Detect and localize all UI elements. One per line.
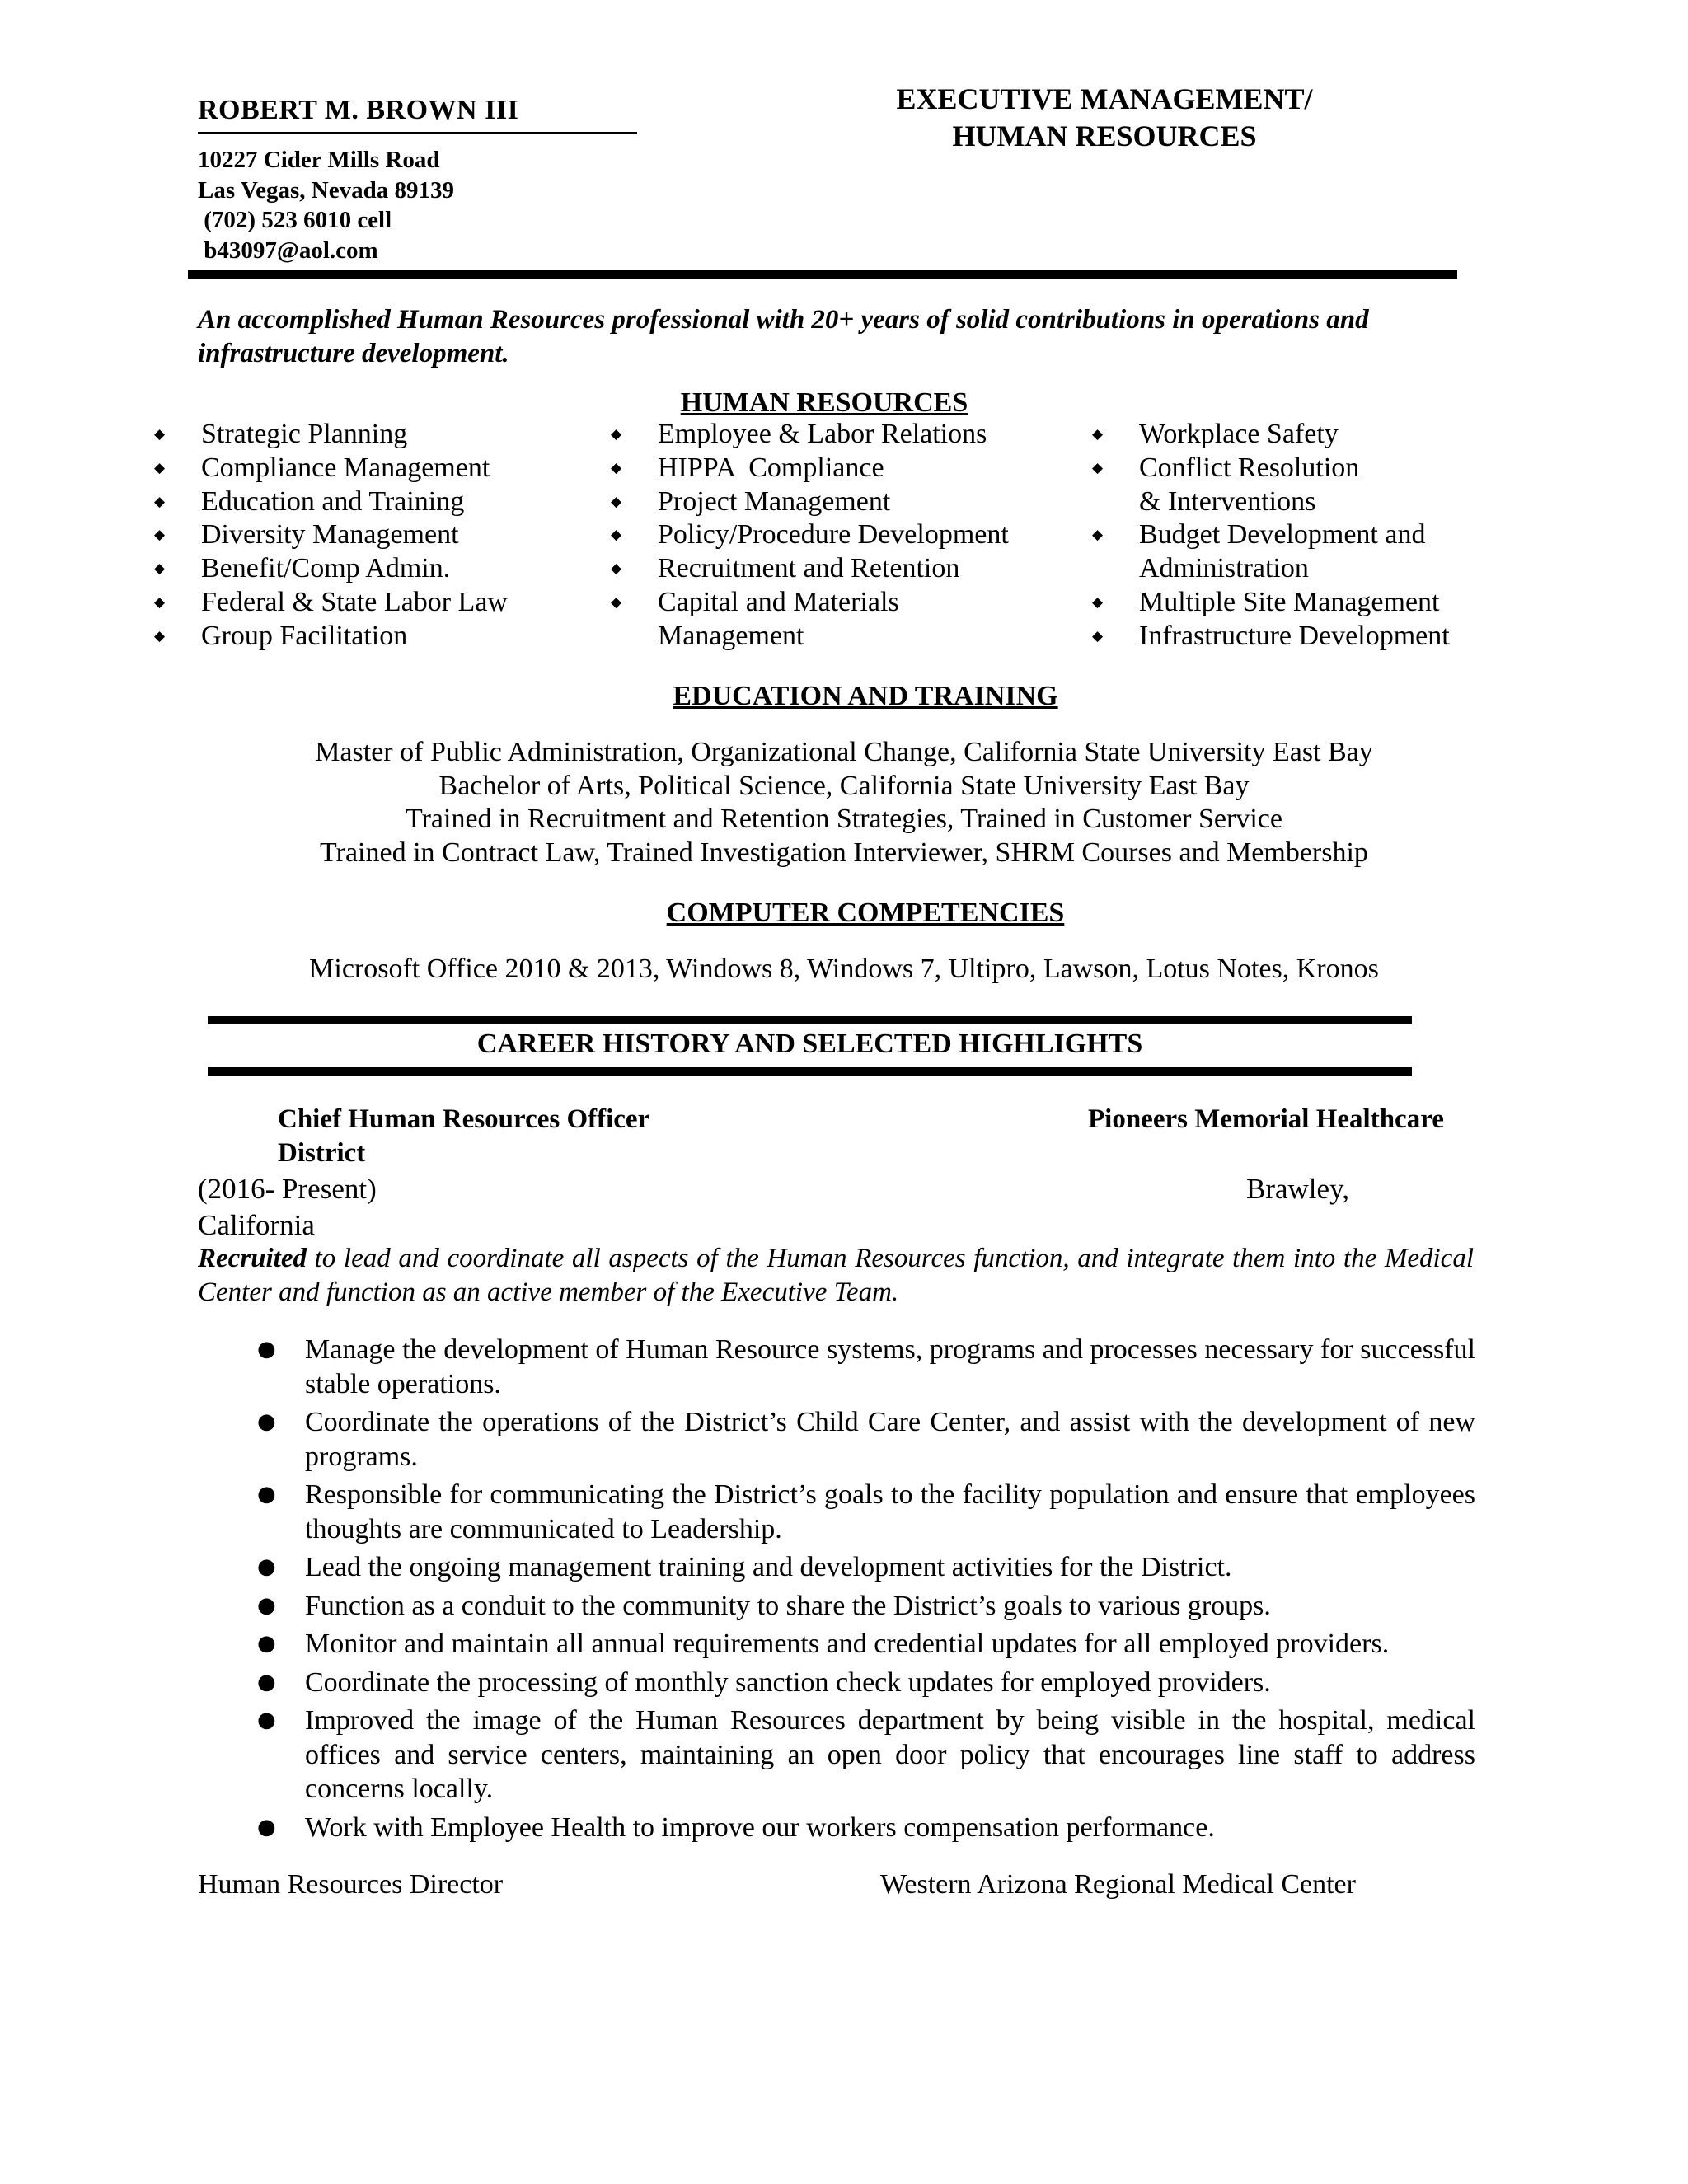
job2-title: Human Resources Director — [198, 1869, 504, 1900]
duty-list — [198, 1333, 1475, 1849]
skill-item: ◆ Education and Training — [154, 485, 583, 519]
duty-item: ● Coordinate the processing of monthly sanction check updates for employed providers. — [198, 1666, 1475, 1700]
skill-item: ◆ Workplace Safety — [1092, 418, 1479, 452]
job-intro-text: to lead and coordinate all aspects of the Human Resources function, and integrate them into the Medical Center and function as an active member of the Executive Team. — [198, 1244, 1474, 1307]
education-heading: EDUCATION AND TRAINING — [673, 681, 1058, 711]
education-line: Master of Public Administration, Organizational Change, California State University East Bay — [315, 737, 1373, 767]
job-title: Chief Human Resources Officer — [278, 1104, 650, 1134]
bullet-icon: ● — [257, 1631, 276, 1656]
contact-block — [198, 145, 454, 265]
career-heading: CAREER HISTORY AND SELECTED HIGHLIGHTS — [476, 1029, 1143, 1059]
education-lines — [198, 736, 1490, 869]
candidate-name: ROBERT M. BROWN III — [198, 95, 519, 125]
bullet-icon: ● — [257, 1554, 276, 1579]
skill-item: ◆ Compliance Management — [154, 452, 583, 485]
phone: (702) 523 6010 cell — [198, 207, 392, 233]
email: b43097@aol.com — [198, 237, 378, 264]
name-underline — [198, 132, 637, 134]
skill-item: ◆ Group Facilitation — [154, 620, 583, 654]
duty-item: ● Improved the image of the Human Resources department by being visible in the hospital, medical offices and service centers, maintaining an open door policy that encourages line staff to address concerns locally. — [257, 1705, 1475, 1804]
skills-column-2 — [611, 418, 1048, 654]
duty-item: ● Lead the ongoing management training and development activities for the District. — [198, 1550, 1475, 1585]
skill-item: ◆ Policy/Procedure Development — [611, 518, 1048, 552]
computer-line: Microsoft Office 2010 & 2013, Windows 8, Windows 7, Ultipro, Lawson, Lotus Notes, Kronos — [309, 954, 1379, 984]
header-divider — [188, 270, 1457, 279]
skill-item: ◆ Benefit/Comp Admin. — [154, 552, 583, 586]
job-state: California — [198, 1209, 315, 1241]
hr-section-heading: HUMAN RESOURCES — [680, 387, 968, 418]
education-line: Bachelor of Arts, Political Science, California State University East Bay — [438, 770, 1250, 801]
job-city: Brawley, — [1246, 1173, 1350, 1205]
bullet-icon: ● — [257, 1592, 276, 1618]
summary-statement: An accomplished Human Resources professional with 20+ years of solid contributions in operations and infrastructure development. — [198, 305, 1369, 368]
duty-item: ● Function as a conduit to the community to share the District’s goals to various groups. — [198, 1589, 1475, 1624]
education-line: Trained in Contract Law, Trained Investigation Interviewer, SHRM Courses and Membership — [320, 837, 1368, 868]
title-line-1: EXECUTIVE MANAGEMENT/ — [896, 82, 1313, 115]
skill-item: ◆ Recruitment and Retention — [611, 552, 1048, 586]
bullet-icon: ● — [257, 1482, 276, 1507]
skill-item: ◆ Project Management — [611, 485, 1048, 519]
job-intro — [198, 1242, 1474, 1310]
skill-item: ◆ Federal & State Labor Law — [154, 586, 583, 620]
job-organization-continued: District — [278, 1138, 366, 1168]
bullet-icon: ● — [257, 1814, 276, 1840]
career-rule-top — [208, 1016, 1412, 1024]
skills-column-1 — [154, 418, 583, 654]
skill-item: ◆ Strategic Planning — [154, 418, 583, 452]
skill-item: ◆ Budget Development and Administration — [1092, 518, 1469, 586]
address-line-1: 10227 Cider Mills Road — [198, 147, 440, 173]
skill-item: ◆ Multiple Site Management — [1092, 586, 1479, 620]
duty-item: ● Coordinate the operations of the District’s Child Care Center, and assist with the development of new programs. — [257, 1407, 1475, 1472]
skills-column-3 — [1092, 418, 1479, 654]
skill-item: ◆ HIPPA Compliance — [611, 452, 1048, 485]
skill-item: ◆ Infrastructure Development — [1092, 620, 1479, 654]
job-organization: Pioneers Memorial Healthcare — [1088, 1104, 1444, 1134]
job2-organization: Western Arizona Regional Medical Center — [880, 1869, 1356, 1900]
bullet-icon: ● — [257, 1708, 276, 1732]
address-line-2: Las Vegas, Nevada 89139 — [198, 176, 454, 204]
job-dates: (2016- Present) — [198, 1173, 377, 1205]
bullet-icon: ● — [257, 1409, 276, 1434]
duty-item: ● Monitor and maintain all annual requirements and credential updates for all employed providers. — [198, 1627, 1475, 1661]
computer-heading: COMPUTER COMPETENCIES — [666, 898, 1065, 928]
education-line: Trained in Recruitment and Retention Strategies, Trained in Customer Service — [406, 804, 1282, 834]
bullet-icon: ● — [257, 1669, 276, 1694]
duty-item: ● Responsible for communicating the District’s goals to the facility population and ensure that employees thoughts are communicated to Leadership. — [257, 1479, 1475, 1544]
skill-item: ◆ Diversity Management — [154, 518, 583, 552]
duty-item: ● Manage the development of Human Resource systems, programs and processes necessary for successful stable operations. — [257, 1334, 1475, 1399]
skill-item: ◆ Employee & Labor Relations — [611, 418, 1048, 452]
job-intro-lead: Recruited — [198, 1244, 307, 1273]
duty-item: ● Work with Employee Health to improve our workers compensation performance. — [198, 1811, 1475, 1845]
skill-item: ◆ Capital and Materials Management — [611, 586, 930, 654]
title-line-2: HUMAN RESOURCES — [952, 120, 1257, 152]
target-title — [857, 81, 1352, 155]
career-rule-bottom — [208, 1067, 1412, 1076]
bullet-icon: ● — [257, 1337, 276, 1361]
skill-item: ◆ Conflict Resolution & Interventions — [1092, 452, 1386, 519]
